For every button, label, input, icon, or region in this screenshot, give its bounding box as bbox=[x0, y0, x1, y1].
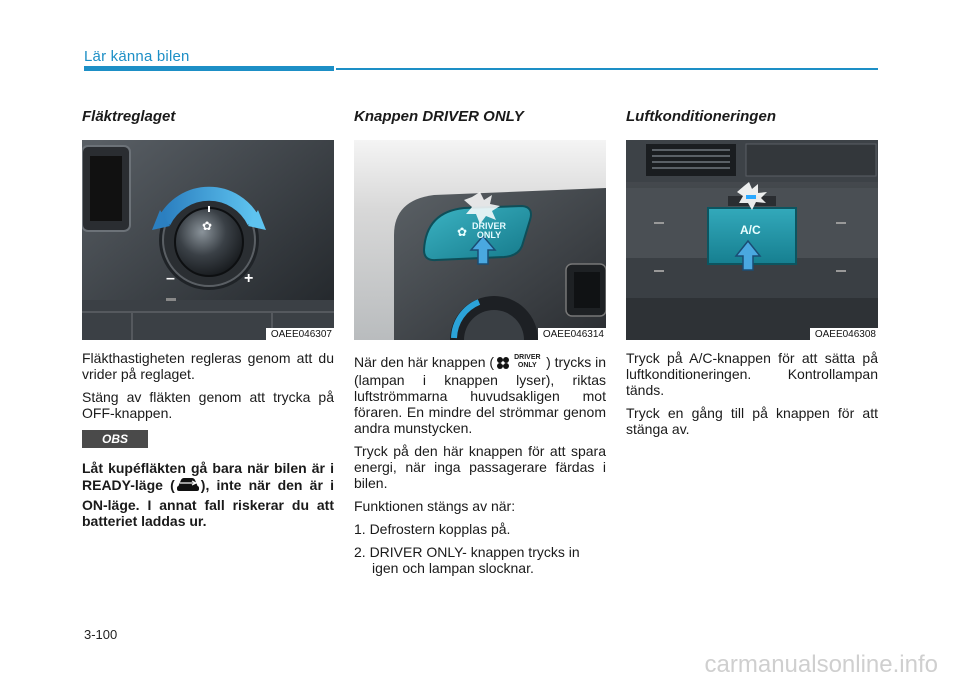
figure-ac bbox=[626, 140, 878, 340]
icon-line2: ONLY bbox=[517, 362, 537, 370]
figure-code: OAEE046307 bbox=[266, 328, 334, 340]
watermark: carmanualsonline.info bbox=[704, 651, 938, 678]
fan-minus-label: – bbox=[166, 270, 175, 287]
fig-button-line2: ONLY bbox=[476, 230, 502, 240]
figure-code: OAEE046308 bbox=[810, 328, 878, 340]
figure-fan-knob bbox=[82, 140, 334, 340]
warning-text-b: ), inte när den är i ON-läge. I annat fall riskerar du att batteriet laddas ur. bbox=[82, 477, 334, 529]
fig-ac-label: A/C bbox=[740, 223, 761, 237]
paragraph: Tryck på A/C-knappen för att sätta på luftkonditioneringen. Kontrollampan tänds. bbox=[626, 350, 878, 398]
icon-line1: DRIVER bbox=[514, 354, 541, 362]
section-title: Knappen DRIVER ONLY bbox=[354, 108, 524, 125]
paragraph bbox=[354, 354, 606, 436]
warning-text-a: Låt kupéfläkten gå bara när bilen är i READY-läge ( bbox=[82, 460, 334, 494]
fan-plus-label: + bbox=[244, 270, 254, 287]
section-title: Luftkonditioneringen bbox=[626, 108, 776, 125]
page-number: 3-100 bbox=[84, 627, 118, 642]
column-driver-only bbox=[354, 108, 606, 583]
list-item: 2. DRIVER ONLY- knappen trycks in igen och lampan slocknar. bbox=[354, 544, 580, 577]
section-header-title: Lär känna bilen bbox=[84, 48, 190, 65]
ready-car-icon bbox=[175, 476, 201, 497]
paragraph-text-b: ) trycks in (lampan i knappen lyser), riktas luftströmmarna huvudsakligen mot föraren. En mindre del strömmar genom andra munstycken. bbox=[354, 354, 607, 437]
paragraph: Funktionen stängs av när: bbox=[354, 498, 516, 515]
header-rule-thick bbox=[84, 66, 334, 71]
ac-button-illustration bbox=[626, 140, 878, 340]
figure-driver-only bbox=[354, 140, 606, 340]
driver-only-illustration bbox=[354, 140, 606, 340]
svg-text:✿: ✿ bbox=[202, 219, 213, 233]
svg-text:✿: ✿ bbox=[457, 225, 468, 239]
fig-driver-only-label bbox=[472, 222, 506, 240]
driver-only-icon bbox=[494, 354, 546, 372]
column-air-conditioning bbox=[626, 108, 878, 444]
paragraph: Tryck på den här knappen för att spara energi, när inga passagerare färdas i bilen. bbox=[354, 443, 606, 492]
paragraph: Tryck en gång till på knappen för att stänga av. bbox=[626, 405, 878, 437]
header-rule-thin bbox=[336, 68, 878, 70]
section-title: Fläktreglaget bbox=[82, 108, 176, 125]
paragraph: Fläkthastigheten regleras genom att du vrider på reglaget. bbox=[82, 350, 334, 382]
fig-button-line1: DRIVER bbox=[472, 221, 507, 231]
fan-knob-illustration bbox=[82, 140, 334, 340]
figure-code: OAEE046314 bbox=[538, 328, 606, 340]
paragraph-text-a: När den här knappen ( bbox=[354, 354, 495, 370]
obs-badge: OBS bbox=[82, 430, 148, 448]
column-fan-control bbox=[82, 108, 334, 536]
condition-list bbox=[354, 521, 606, 576]
warning-paragraph bbox=[82, 460, 334, 529]
paragraph: Stäng av fläkten genom att trycka på OFF-knappen. bbox=[82, 389, 334, 421]
list-item: 1. Defrostern kopplas på. bbox=[354, 521, 511, 538]
